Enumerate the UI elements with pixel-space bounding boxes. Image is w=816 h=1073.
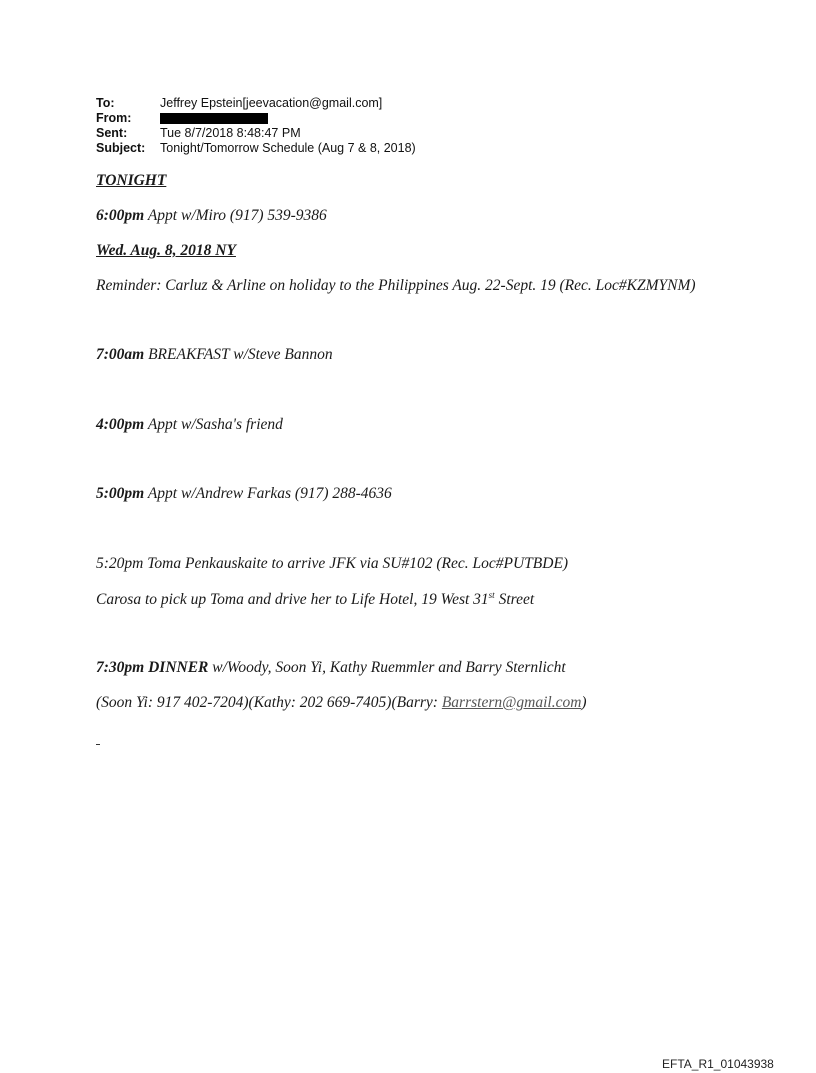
schedule-line (96, 590, 534, 609)
sent-row (96, 126, 416, 141)
schedule-line: 5:20pm Toma Penkauskaite to arrive JFK via SU#102 (Rec. Loc#PUTBDE) (96, 555, 569, 572)
sent-label: Sent: (96, 126, 128, 140)
to-value: Jeffrey Epstein[jeevacation@gmail.com] (160, 96, 383, 110)
document-id: EFTA_R1_01043938 (662, 1057, 774, 1071)
tonight-heading: TONIGHT (96, 172, 167, 189)
from-label: From: (96, 111, 132, 125)
email-header (96, 96, 416, 156)
detail: w/Woody, Soon Yi, Kathy Ruemmler and Barry Sternlicht (208, 659, 566, 676)
to-label: To: (96, 96, 115, 110)
ordinal-suffix: st (488, 590, 495, 600)
detail: Street (494, 591, 535, 609)
contacts-line (96, 694, 587, 712)
sent-value: Tue 8/7/2018 8:48:47 PM (160, 126, 301, 140)
time: 7:00am (96, 346, 145, 363)
email-link[interactable]: Barrstern@gmail.com (441, 694, 582, 711)
from-row (96, 111, 416, 126)
detail: ) (581, 694, 587, 711)
subject-label: Subject: (96, 141, 146, 155)
schedule-line (96, 346, 333, 364)
detail: Appt w/Andrew Farkas (917) 288-4636 (144, 485, 392, 502)
schedule-line (96, 485, 392, 503)
detail: Appt w/Sasha's friend (144, 416, 283, 433)
schedule-line (96, 659, 566, 677)
redaction-bar (160, 113, 268, 124)
reminder-line: Reminder: Carluz & Arline on holiday to the Philippines Aug. 22-Sept. 19 (Rec. Loc#KZMYNM) (96, 277, 696, 294)
to-row (96, 96, 416, 111)
time: 5:00pm (96, 485, 145, 502)
detail: (Soon Yi: 917 402-7204)(Kathy: 202 669-7405)(Barry: (96, 694, 442, 711)
time: 6:00pm (96, 207, 145, 224)
dash-mark (96, 744, 100, 745)
detail: BREAKFAST w/Steve Bannon (144, 346, 333, 363)
schedule-line (96, 416, 283, 434)
time: 7:30pm DINNER (96, 659, 209, 676)
time: 4:00pm (96, 416, 145, 433)
detail: Carosa to pick up Toma and drive her to Life Hotel, 19 West 31 (96, 591, 489, 609)
subject-row (96, 141, 416, 156)
subject-value: Tonight/Tomorrow Schedule (Aug 7 & 8, 2018) (160, 141, 416, 155)
schedule-line (96, 207, 327, 225)
date-heading: Wed. Aug. 8, 2018 NY (96, 242, 236, 259)
detail: Appt w/Miro (917) 539-9386 (144, 207, 327, 224)
